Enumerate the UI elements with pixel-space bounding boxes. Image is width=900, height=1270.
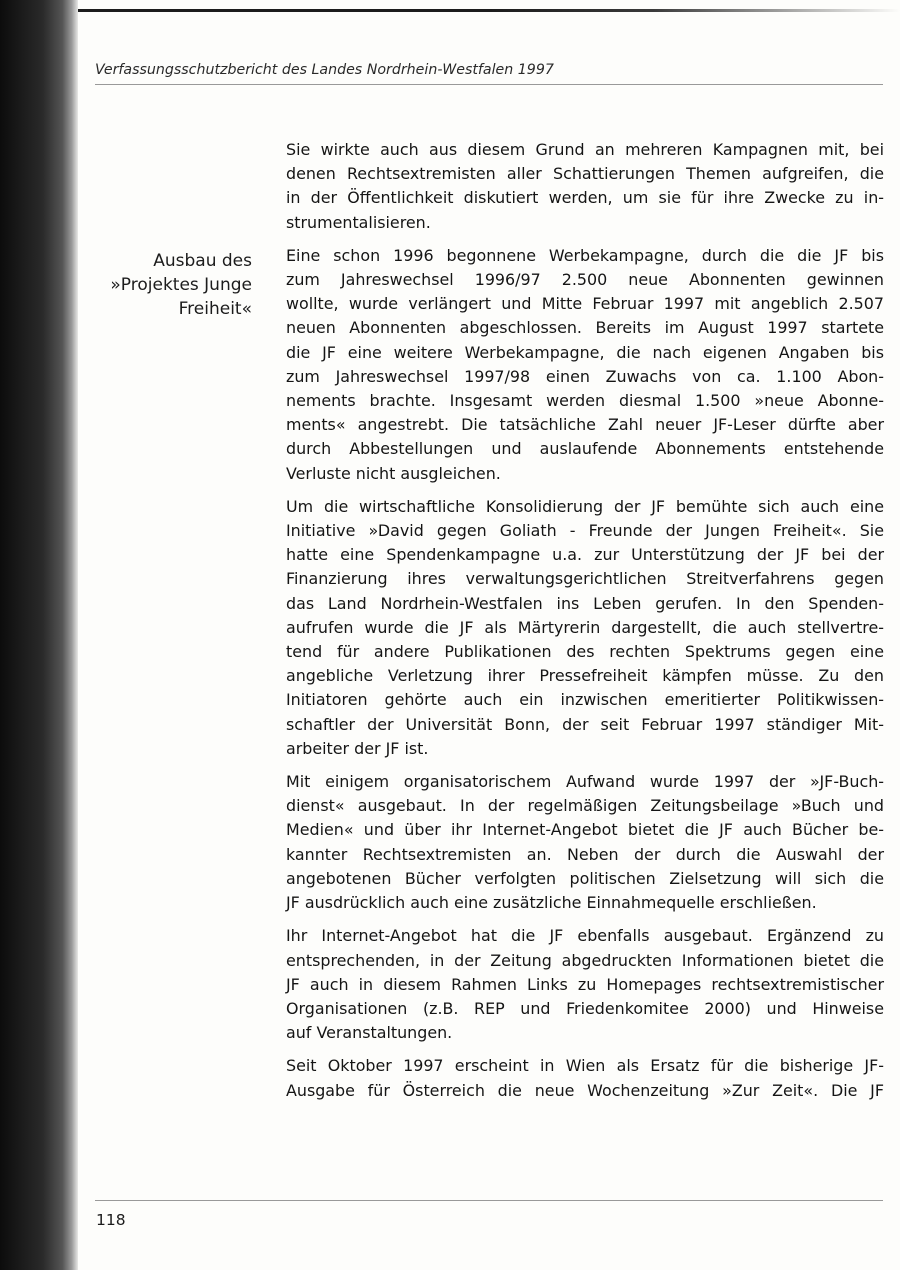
top-edge-line bbox=[78, 9, 900, 12]
paragraph-line: Medien« und über ihr Internet-Angebot bietet die JF auch Bücher be- bbox=[286, 820, 884, 840]
body-paragraph bbox=[286, 924, 884, 1045]
running-header: Verfassungsschutzbericht des Landes Nordrhein-Westfalen 1997 bbox=[95, 62, 554, 78]
paragraph-line: nements brachte. Insgesamt werden diesmal 1.500 »neue Abonne- bbox=[286, 391, 884, 411]
paragraph-line: aufrufen wurde die JF als Märtyrerin dargestellt, die auch stellvertre- bbox=[286, 617, 884, 637]
paragraph-line: Mit einigem organisatorischem Aufwand wurde 1997 der »JF-Buch- bbox=[286, 772, 884, 792]
paragraph-line: durch Abbestellungen und auslaufende Abonnements entstehende bbox=[286, 439, 884, 459]
paragraph-line: neuen Abonnenten abgeschlossen. Bereits im August 1997 startete bbox=[286, 318, 884, 338]
paragraph-line: arbeiter der JF ist. bbox=[286, 738, 429, 758]
header-rule bbox=[95, 84, 883, 85]
paragraph-line: schaftler der Universität Bonn, der seit Februar 1997 ständiger Mit- bbox=[286, 714, 884, 734]
paragraph-line: wollte, wurde verlängert und Mitte Februar 1997 mit angeblich 2.507 bbox=[286, 294, 884, 314]
paragraph-line: Initiative »David gegen Goliath - Freunde der Jungen Freiheit«. Sie bbox=[286, 521, 884, 541]
paragraph-line: Initiatoren gehörte auch ein inzwischen emeritierter Politikwissen- bbox=[286, 690, 884, 710]
paragraph-line: ments« angestrebt. Die tatsächliche Zahl neuer JF-Leser dürfte aber bbox=[286, 415, 884, 435]
body-paragraph bbox=[286, 770, 884, 915]
paragraph-line: das Land Nordrhein-Westfalen ins Leben gerufen. In den Spenden- bbox=[286, 593, 884, 613]
book-spine-shadow bbox=[0, 0, 78, 1270]
body-paragraph bbox=[286, 244, 884, 486]
paragraph-line: strumentalisieren. bbox=[286, 212, 431, 232]
paragraph-line: angebotenen Bücher verfolgten politischen Zielsetzung will sich die bbox=[286, 868, 884, 888]
paragraph-line: JF auch in diesem Rahmen Links zu Homepages rechtsextremistischer bbox=[286, 974, 884, 994]
paragraph-line: angebliche Verletzung ihrer Pressefreiheit kämpfen müsse. Zu den bbox=[286, 666, 884, 686]
body-paragraph bbox=[286, 1054, 884, 1102]
paragraph-line: Seit Oktober 1997 erscheint in Wien als Ersatz für die bisherige JF- bbox=[286, 1056, 884, 1076]
paragraph-line: denen Rechtsextremisten aller Schattierungen Themen aufgreifen, die bbox=[286, 164, 884, 184]
margin-heading-line: »Projektes Junge bbox=[110, 275, 252, 295]
paragraph-line: auf Veranstaltungen. bbox=[286, 1023, 453, 1043]
paragraph-line: zum Jahreswechsel 1996/97 2.500 neue Abonnenten gewinnen bbox=[286, 270, 884, 290]
paragraph-line: kannter Rechtsextremisten an. Neben der durch die Auswahl der bbox=[286, 844, 884, 864]
page-number: 118 bbox=[96, 1211, 126, 1229]
paragraph-line: entsprechenden, in der Zeitung abgedruckten Informationen bietet die bbox=[286, 950, 884, 970]
paragraph-line: die JF eine weitere Werbekampagne, die nach eigenen Angaben bis bbox=[286, 342, 884, 362]
paragraph-line: hatte eine Spendenkampagne u.a. zur Unterstützung der JF bei der bbox=[286, 545, 884, 565]
paragraph-line: in der Öffentlichkeit diskutiert werden, um sie für ihre Zwecke zu in- bbox=[286, 188, 884, 208]
paragraph-line: Ihr Internet-Angebot hat die JF ebenfalls ausgebaut. Ergänzend zu bbox=[286, 926, 884, 946]
paragraph-line: Organisationen (z.B. REP und Friedenkomitee 2000) und Hinweise bbox=[286, 998, 884, 1018]
paragraph-line: Eine schon 1996 begonnene Werbekampagne, durch die die JF bis bbox=[286, 245, 884, 265]
paragraph-line: dienst« ausgebaut. In der regelmäßigen Zeitungsbeilage »Buch und bbox=[286, 796, 884, 816]
paragraph-line: Verluste nicht ausgleichen. bbox=[286, 463, 501, 483]
paragraph-line: JF ausdrücklich auch eine zusätzliche Einnahmequelle erschließen. bbox=[286, 893, 817, 913]
paragraph-line: Finanzierung ihres verwaltungsgerichtlichen Streitverfahrens gegen bbox=[286, 569, 884, 589]
paragraph-line: Ausgabe für Österreich die neue Wochenzeitung »Zur Zeit«. Die JF bbox=[286, 1080, 884, 1100]
margin-heading-line: Freiheit« bbox=[178, 299, 252, 319]
paragraph-line: Um die wirtschaftliche Konsolidierung der JF bemühte sich auch eine bbox=[286, 496, 884, 516]
margin-heading bbox=[96, 249, 252, 321]
footer-rule bbox=[95, 1200, 883, 1201]
body-paragraph bbox=[286, 495, 884, 761]
body-text bbox=[286, 138, 884, 1112]
paragraph-line: Sie wirkte auch aus diesem Grund an mehreren Kampagnen mit, bei bbox=[286, 140, 884, 159]
margin-heading-line: Ausbau des bbox=[153, 251, 252, 271]
body-paragraph bbox=[286, 138, 884, 235]
paragraph-line: tend für andere Publikationen des rechten Spektrums gegen eine bbox=[286, 642, 884, 662]
paragraph-line: zum Jahreswechsel 1997/98 einen Zuwachs von ca. 1.100 Abon- bbox=[286, 366, 884, 386]
